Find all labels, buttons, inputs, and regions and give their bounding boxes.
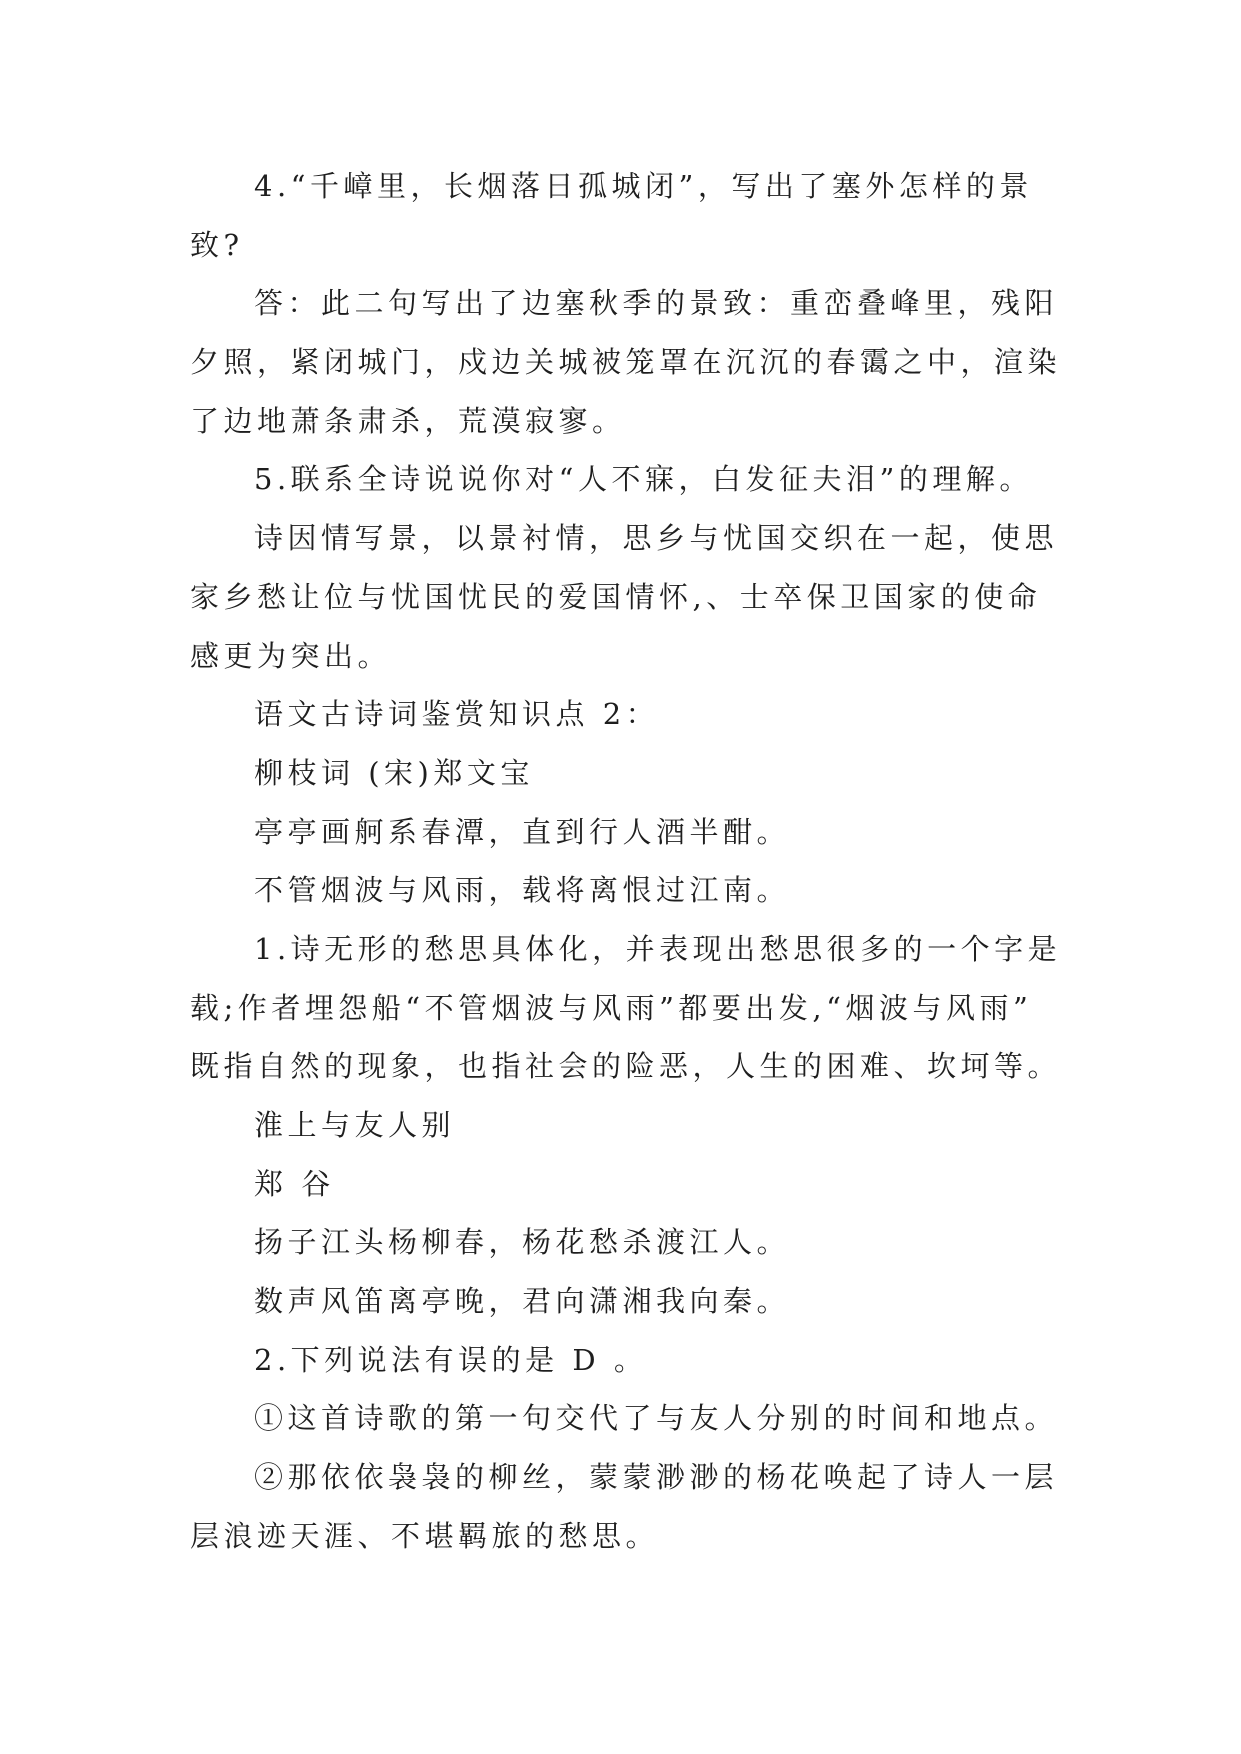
poem-title: 柳枝词 (宋)郑文宝 (254, 755, 534, 790)
answer-4-line: 夕照，紧闭城门，戍边关城被笼罩在沉沉的春霭之中，渲染 (190, 345, 1062, 380)
question-1-line: 载;作者埋怨船“不管烟波与风雨”都要出发,“烟波与风雨” (190, 990, 1033, 1025)
poem-title: 淮上与友人别 (254, 1108, 456, 1142)
option-1-line: ①这首诗歌的第一句交代了与友人分别的时间和地点。 (254, 1401, 1059, 1436)
question-1-line: 1.诗无形的愁思具体化，并表现出愁思很多的一个字是 (254, 931, 1062, 966)
answer-4-line: 答：此二句写出了边塞秋季的景致：重峦叠峰里，残阳 (254, 286, 1059, 321)
answer-5-line: 家乡愁让位与忧国忧民的爱国情怀,、士卒保卫国家的使命 (190, 579, 1042, 614)
section-heading: 语文古诗词鉴赏知识点 2： (254, 697, 660, 732)
poem-verse: 扬子江头杨柳春，杨花愁杀渡江人。 (254, 1225, 791, 1260)
option-2-line: ②那依依袅袅的柳丝，蒙蒙渺渺的杨花唤起了诗人一层 (254, 1460, 1059, 1495)
document-body (190, 157, 1060, 1566)
question-1-line: 既指自然的现象，也指社会的险恶，人生的困难、坎坷等。 (190, 1049, 1062, 1084)
poem-verse: 亭亭画舸系春潭，直到行人酒半酣。 (254, 814, 791, 849)
answer-5-line: 感更为突出。 (190, 638, 392, 673)
question-4-line: 4.“千嶂里，长烟落日孤城闭”，写出了塞外怎样的景 (254, 169, 1033, 203)
option-2-line: 层浪迹天涯、不堪羁旅的愁思。 (190, 1518, 660, 1553)
poem-author: 郑 谷 (254, 1166, 335, 1201)
poem-verse: 数声风笛离亭晚，君向潇湘我向秦。 (254, 1284, 791, 1319)
question-5-line: 5.联系全诗说说你对“人不寐，白发征夫泪”的理解。 (254, 462, 1033, 497)
question-4-line: 致? (190, 227, 244, 262)
answer-5-line: 诗因情写景，以景衬情，思乡与忧国交织在一起，使思 (254, 521, 1059, 556)
poem-verse: 不管烟波与风雨，载将离恨过江南。 (254, 873, 791, 908)
answer-4-line: 了边地萧条肃杀，荒漠寂寥。 (190, 403, 626, 438)
question-2-line: 2.下列说法有误的是 D 。 (254, 1342, 648, 1377)
